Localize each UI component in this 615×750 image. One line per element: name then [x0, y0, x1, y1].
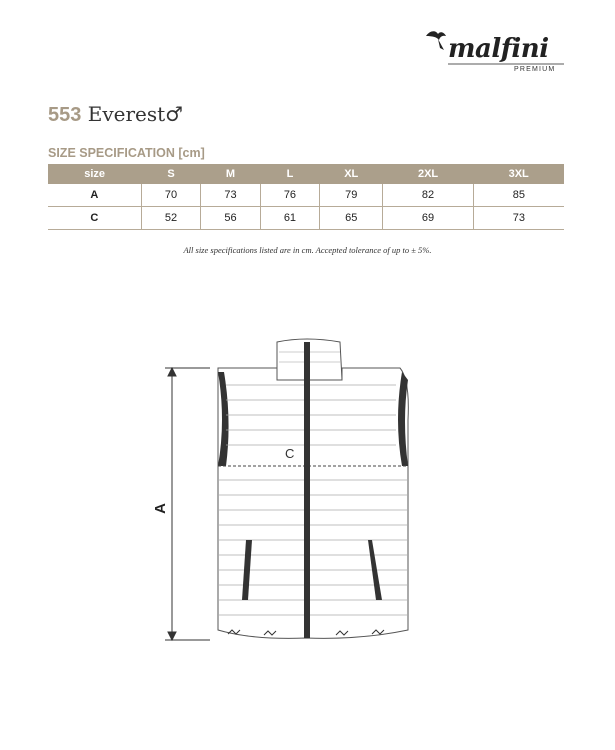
- brand-tagline: PREMIUM: [514, 66, 556, 73]
- header-size: S: [141, 164, 200, 184]
- dimension-a-arrow: [165, 368, 210, 640]
- product-name: Everest: [87, 102, 166, 126]
- dimension-c-label: C: [285, 446, 295, 461]
- size-table: [48, 164, 564, 230]
- table-cell: 70: [141, 184, 200, 207]
- header-size: 3XL: [473, 164, 564, 184]
- header-size: M: [201, 164, 260, 184]
- product-title: [48, 102, 183, 127]
- header-size: XL: [320, 164, 383, 184]
- table-row: [48, 207, 564, 230]
- product-code: 553: [48, 104, 82, 126]
- header-size: 2XL: [383, 164, 474, 184]
- table-cell: 65: [320, 207, 383, 230]
- table-cell: 73: [473, 207, 564, 230]
- vest-diagram: [150, 330, 440, 650]
- brand-logo: [424, 28, 569, 78]
- center-zipper: [304, 342, 310, 638]
- table-cell: 79: [320, 184, 383, 207]
- brand-name: malfini: [448, 34, 549, 64]
- table-header-row: [48, 164, 564, 184]
- table-cell: 82: [383, 184, 474, 207]
- table-cell: 85: [473, 184, 564, 207]
- gender-symbol: ♂: [165, 102, 184, 126]
- table-cell: 69: [383, 207, 474, 230]
- table-cell: 52: [141, 207, 200, 230]
- header-size: L: [260, 164, 319, 184]
- table-cell: 76: [260, 184, 319, 207]
- table-cell: 56: [201, 207, 260, 230]
- tolerance-note: All size specifications listed are in cm. Accepted tolerance of up to ± 5%.: [183, 245, 432, 255]
- section-title: SIZE SPECIFICATION [cm]: [48, 146, 205, 160]
- dimension-a-label: A: [151, 503, 169, 514]
- table-cell: 61: [260, 207, 319, 230]
- row-label: C: [48, 207, 141, 230]
- header-size-label: size: [48, 164, 141, 184]
- row-label: A: [48, 184, 141, 207]
- table-cell: 73: [201, 184, 260, 207]
- table-row: [48, 184, 564, 207]
